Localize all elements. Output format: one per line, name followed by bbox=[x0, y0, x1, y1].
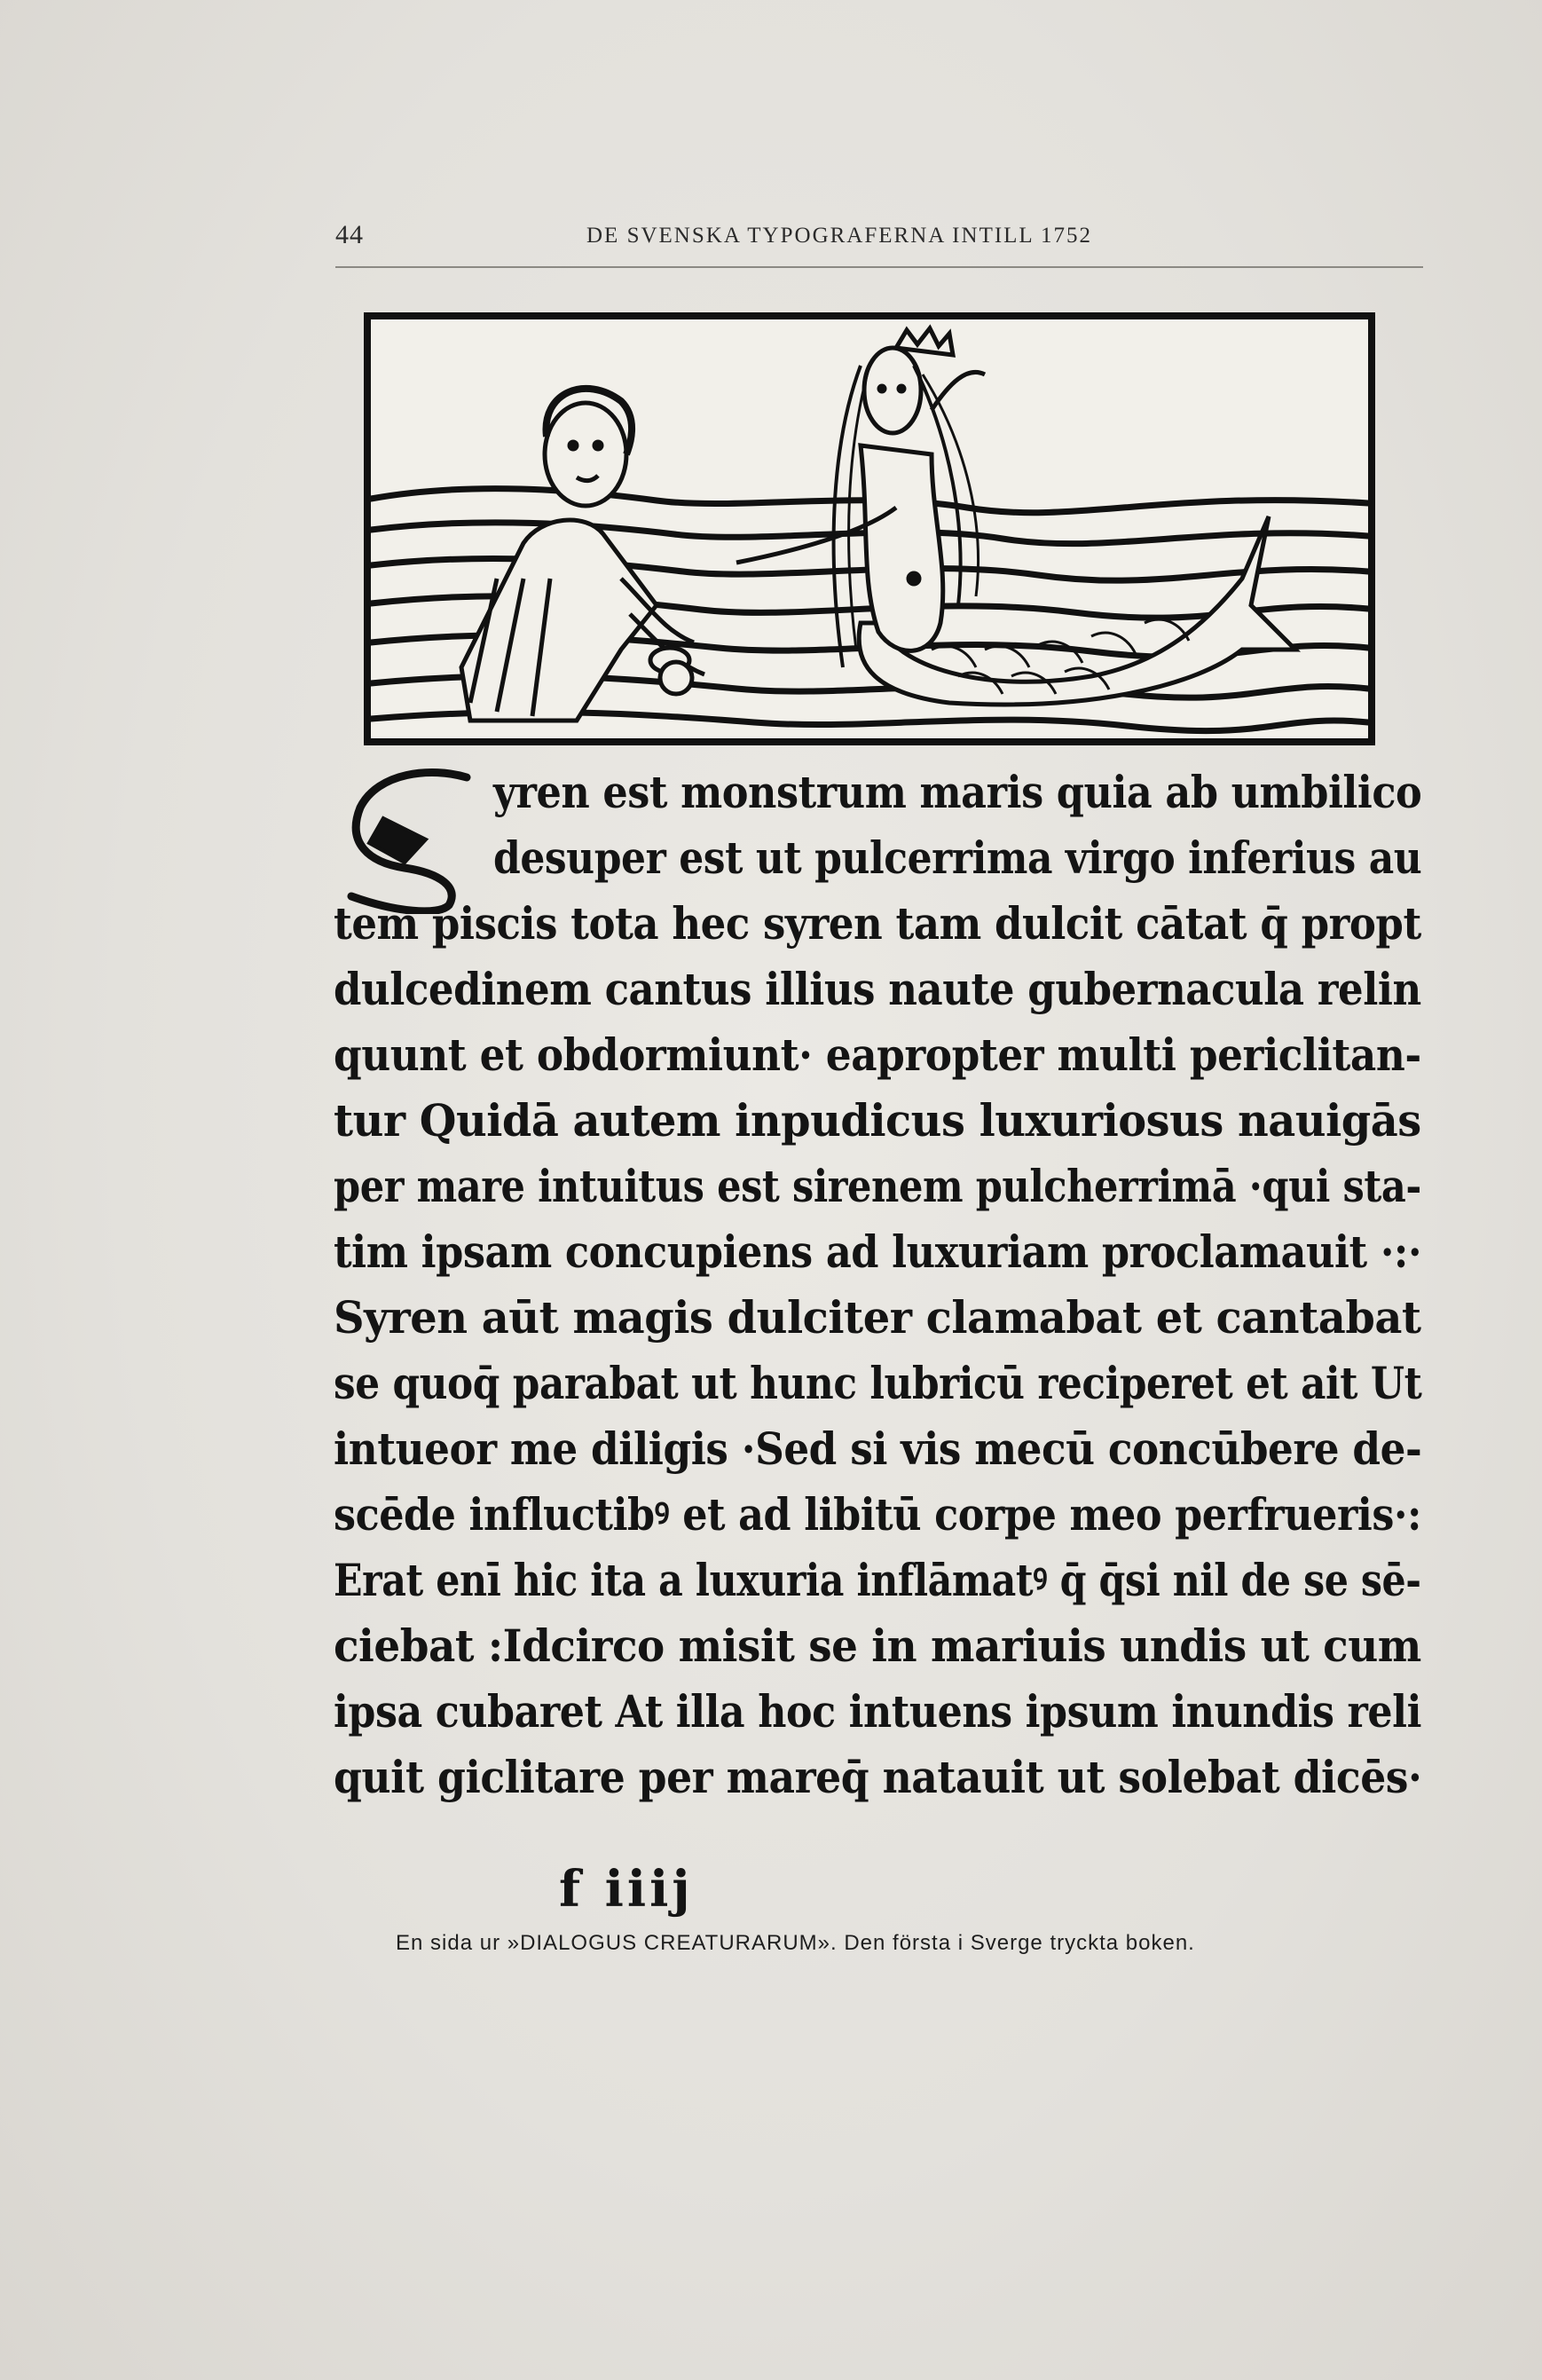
signature-mark: f iiij bbox=[559, 1860, 694, 1919]
text-line: yren est monstrum maris quia ab umbilico bbox=[493, 766, 1422, 818]
text-line: Syren aūt magis dulciter clamabat et cantabat bbox=[334, 1291, 1421, 1344]
header-rule bbox=[335, 266, 1423, 268]
text-line: desuper est ut pulcerrima virgo inferius au bbox=[493, 831, 1422, 884]
text-line: tem piscis tota hec syren tam dulcit cātat q̄ propt bbox=[334, 897, 1421, 950]
text-line: quunt et obdormiunt· eapropter multi periclitan- bbox=[334, 1028, 1421, 1081]
text-line: per mare intuitus est sirenem pulcherrimā ·qui sta- bbox=[334, 1160, 1421, 1212]
blackletter-text-block bbox=[334, 763, 1425, 1810]
text-line: quit giclitare per mareq̄ natauit ut solebat dicēs· bbox=[334, 1751, 1422, 1803]
text-line: tim ipsam concupiens ad luxuriam proclamauit ·:· bbox=[334, 1225, 1422, 1278]
text-line: Erat enī hic ita a luxuria inflāmatꝰ q̄ q̄si nil de se sē- bbox=[334, 1554, 1421, 1606]
page-number: 44 bbox=[335, 220, 364, 249]
text-line: scēde influctibꝰ et ad libitū corpe meo perfrueris·: bbox=[334, 1488, 1421, 1541]
page-header bbox=[335, 220, 1423, 259]
decorated-initial-letter bbox=[334, 763, 484, 914]
text-line: ipsa cubaret At illa hoc intuens ipsum inundis reli bbox=[334, 1685, 1421, 1738]
text-line: intueor me diligis ·Sed si vis mecū concūbere de- bbox=[334, 1422, 1422, 1475]
figure-caption: En sida ur »DIALOGUS CREATURARUM». Den första i Sverge tryckta boken. bbox=[396, 1931, 1195, 1955]
text-line: ciebat :Idcirco misit se in mariuis undis ut cum bbox=[334, 1620, 1421, 1672]
text-line: se quoq̄ parabat ut hunc lubricū reciperet et ait Ut bbox=[334, 1357, 1422, 1409]
text-line: tur Quidā autem inpudicus luxuriosus nauigās bbox=[334, 1094, 1421, 1147]
mermaid-woodcut-illustration bbox=[364, 312, 1375, 745]
running-title: DE SVENSKA TYPOGRAFERNA INTILL 1752 bbox=[586, 224, 1093, 248]
text-line: dulcedinem cantus illius naute gubernacula relin bbox=[334, 963, 1421, 1015]
